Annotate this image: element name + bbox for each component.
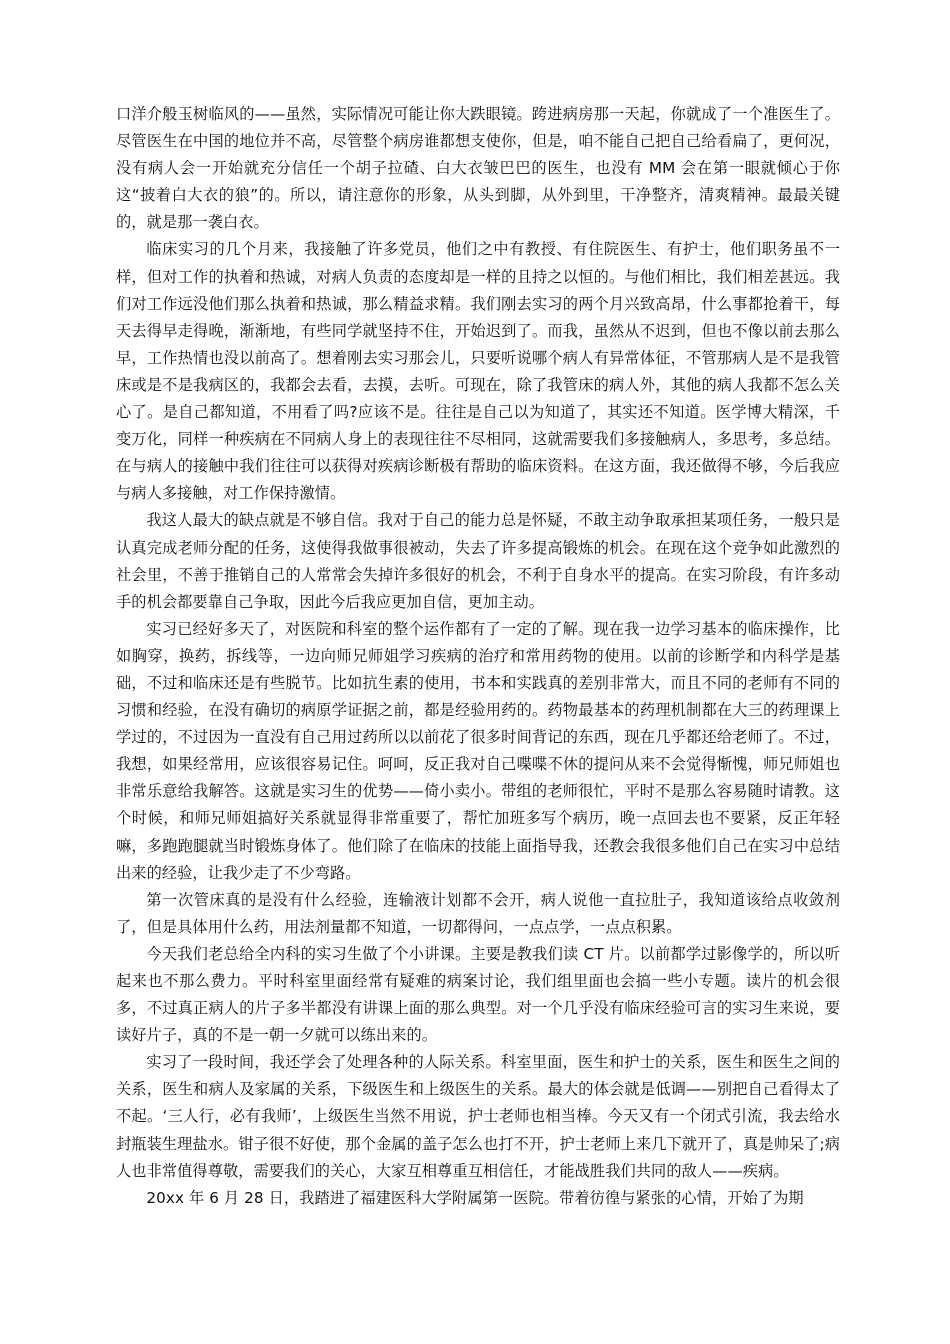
paragraph-4: 实习已经好多天了，对医院和科室的整个运作都有了一定的了解。现在我一边学习基本的临床操作，比如胸穿，换药，拆线等，一边向师兄师姐学习疾病的治疗和常用药物的使用。以前的诊断学和内科学是基础，不过和临床还是有些脱节。比如抗生素的使用，书本和实践真的差别非常大，而且不同的老师有不同的习惯和经验，在没有确切的病原学证据之前，都是经验用药的。药物最基本的药理机制都在大三的药理课上学过的，不过因为一直没有自己用过药所以以前花了很多时间背记的东西，现在几乎都还给老师了。不过，我想，如果经常用，应该很容易记住。呵呵，反正我对自己喋喋不休的提问从来不会觉得惭愧，师兄师姐也非常乐意给我解答。这就是实习生的优势——倚小卖小。带组的老师很忙，平时不是那么容易随时请教。这个时候，和师兄师姐搞好关系就显得非常重要了，帮忙加班多写个病历，晚一点回去也不要紧，反正年轻嘛，多跑跑腿就当时锻炼身体了。他们除了在临床的技能上面指导我，还教会我很多他们自己在实习中总结出来的经验，让我少走了不少弯路。 (116, 619, 840, 882)
paragraph-1: 口洋介般玉树临风的——虽然，实际情况可能让你大跌眼镜。跨进病房那一天起，你就成了一个准医生了。尽管医生在中国的地位并不高，尽管整个病房谁都想支使你，但是，咱不能自己把自己给看扁了，更何况，没有病人会一开始就充分信任一个胡子拉碴、白大衣皱巴巴的医生，也没有 MM 会在第一眼就倾心于你这“披着白大衣的狼”的。所以，请注意你的形象，从头到脚，从外到里，干净整齐，清爽精神。最最关键的，就是那一袭白衣。 (116, 105, 840, 232)
document-body (116, 101, 840, 1212)
paragraph-8: 20xx 年 6 月 28 日，我踏进了福建医科大学附属第一医院。带着彷徨与紧张的心情，开始了为期 (146, 1188, 804, 1207)
paragraph-7: 实习了一段时间，我还学会了处理各种的人际关系。科室里面，医生和护士的关系，医生和医生之间的关系，医生和病人及家属的关系，下级医生和上级医生的关系。最大的体会就是低调——别把自己看得太了不起。‘三人行，必有我师’，上级医生当然不用说，护士老师也相当棒。今天又有一个闭式引流，我去给水封瓶装生理盐水。钳子很不好使，那个金属的盖子怎么也打不开，护士老师上来几下就开了，真是帅呆了;病人也非常值得尊敬，需要我们的关心，大家互相尊重互相信任，才能战胜我们共同的敌人——疾病。 (116, 1053, 840, 1180)
paragraph-3: 我这人最大的缺点就是不够自信。我对于自己的能力总是怀疑，不敢主动争取承担某项任务，一般只是认真完成老师分配的任务，这使得我做事很被动，失去了许多提高锻炼的机会。在现在这个竞争如此激烈的社会里，不善于推销自己的人常常会失掉许多很好的机会，不利于自身水平的提高。在实习阶段，有许多动手的机会都要靠自己争取，因此今后我应更加自信，更加主动。 (116, 511, 840, 611)
paragraph-5: 第一次管床真的是没有什么经验，连输液计划都不会开，病人说他一直拉肚子，我知道该给点收敛剂了，但是具体用什么药，用法剂量都不知道，一切都得问，一点点学，一点点积累。 (116, 890, 840, 936)
paragraph-6: 今天我们老总给全内科的实习生做了个小讲课。主要是教我们读 CT 片。以前都学过影像学的，所以听起来也不那么费力。平时科室里面经常有疑难的病案讨论，我们组里面也会搞一些小专题。读片的机会很多，不过真正病人的片子多半都没有讲课上面的那么典型。对一个几乎没有临床经验可言的实习生来说，要读好片子，真的不是一朝一夕就可以练出来的。 (116, 944, 840, 1045)
paragraph-2: 临床实习的几个月来，我接触了许多党员，他们之中有教授、有住院医生、有护士，他们职务虽不一样，但对工作的执着和热诚，对病人负责的态度却是一样的且持之以恒的。与他们相比，我们相差甚远。我们对工作远没他们那么执着和热诚，那么精益求精。我们刚去实习的两个月兴致高昂，什么事都抢着干，每天去得早走得晚，渐渐地，有些同学就坚持不住，开始迟到了。而我，虽然从不迟到，但也不像以前去那么早，工作热情也没以前高了。想着刚去实习那会儿，只要听说哪个病人有异常体征，不管那病人是不是我管床或是不是我病区的，我都会去看，去摸，去听。可现在，除了我管床的病人外，其他的病人我都不怎么关心了。是自己都知道，不用看了吗?应该不是。往往是自己以为知道了，其实还不知道。医学博大精深，千变万化，同样一种疾病在不同病人身上的表现往往不尽相同，这就需要我们多接触病人，多思考，多总结。在与病人的接触中我们往往可以获得对疾病诊断极有帮助的临床资料。在这方面，我还做得不够，今后我应与病人多接触，对工作保持激情。 (116, 240, 840, 503)
